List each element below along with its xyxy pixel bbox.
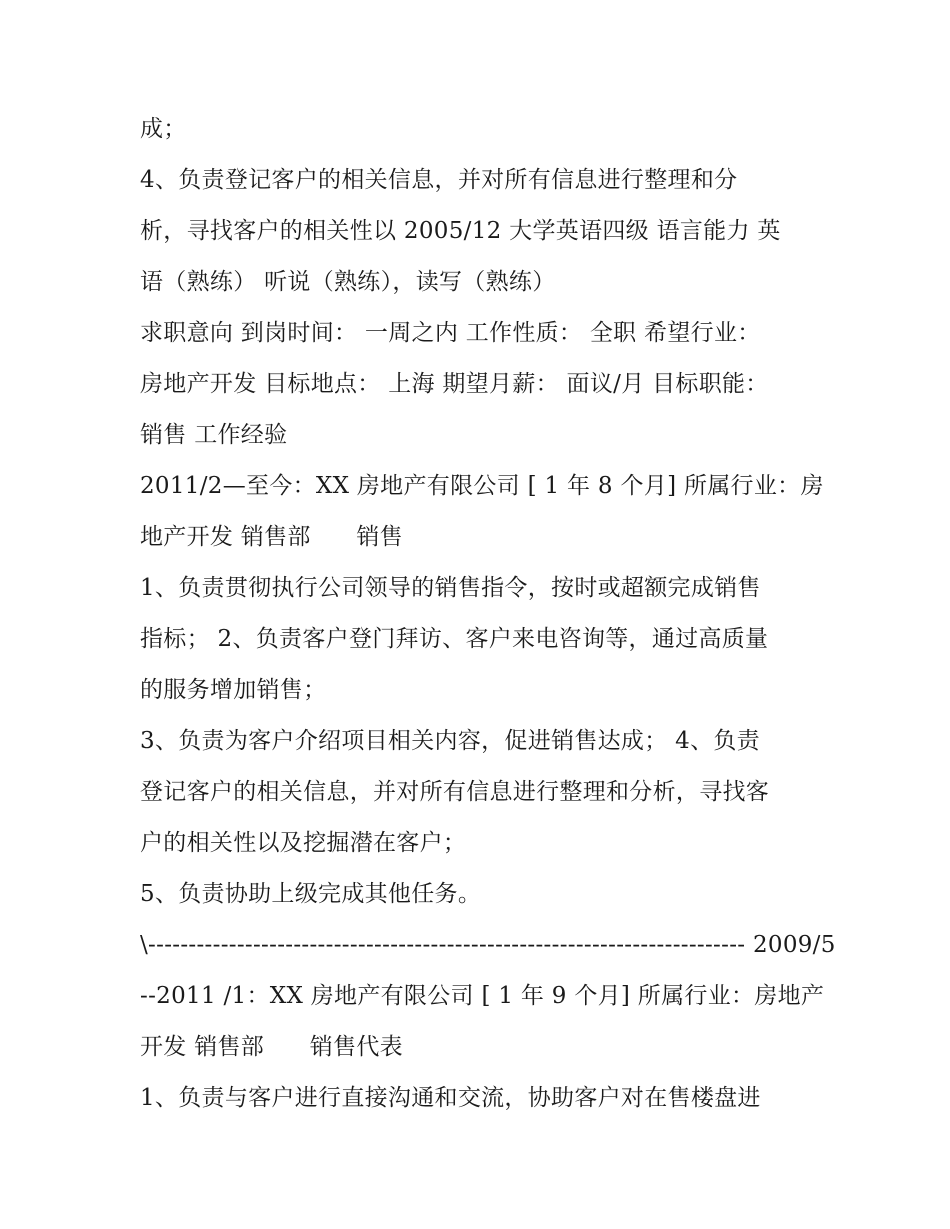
text-line: 地产开发 销售部 销售: [140, 524, 403, 550]
text-line: 2011/2—至今：XX 房地产有限公司 [ 1 年 8 个月] 所属行业：房: [140, 473, 824, 499]
text-line: 的服务增加销售；: [140, 677, 327, 703]
text-line: 3、负责为客户介绍项目相关内容，促进销售达成； 4、负责: [140, 728, 760, 754]
text-line: 销售 工作经验: [140, 422, 288, 448]
text-line: 1、负责与客户进行直接沟通和交流，协助客户对在售楼盘进: [140, 1085, 761, 1111]
text-line: \-------------------------------------------------------------------------- 2009/5: [140, 932, 836, 958]
text-line: 开发 销售部 销售代表: [140, 1034, 403, 1060]
text-line: 语（熟练） 听说（熟练），读写（熟练）: [140, 269, 556, 295]
text-line: 成；: [140, 116, 187, 142]
text-line: 指标； 2、负责客户登门拜访、客户来电咨询等，通过高质量: [140, 626, 769, 652]
text-line: 析，寻找客户的相关性以 2005/12 大学英语四级 语言能力 英: [140, 218, 781, 244]
text-line: 求职意向 到岗时间： 一周之内 工作性质： 全职 希望行业：: [140, 320, 761, 346]
text-line: 4、负责登记客户的相关信息，并对所有信息进行整理和分: [140, 167, 738, 193]
text-line: 5、负责协助上级完成其他任务。: [140, 881, 482, 907]
text-line: 房地产开发 目标地点： 上海 期望月薪： 面议/月 目标职能：: [140, 371, 769, 397]
text-line: 户的相关性以及挖掘潜在客户；: [140, 830, 467, 856]
text-line: --2011 /1：XX 房地产有限公司 [ 1 年 9 个月] 所属行业：房地产: [140, 983, 825, 1009]
text-line: 登记客户的相关信息，并对所有信息进行整理和分析，寻找客: [140, 779, 770, 805]
text-line: 1、负责贯彻执行公司领导的销售指令，按时或超额完成销售: [140, 575, 761, 601]
document-body: [140, 104, 836, 1124]
